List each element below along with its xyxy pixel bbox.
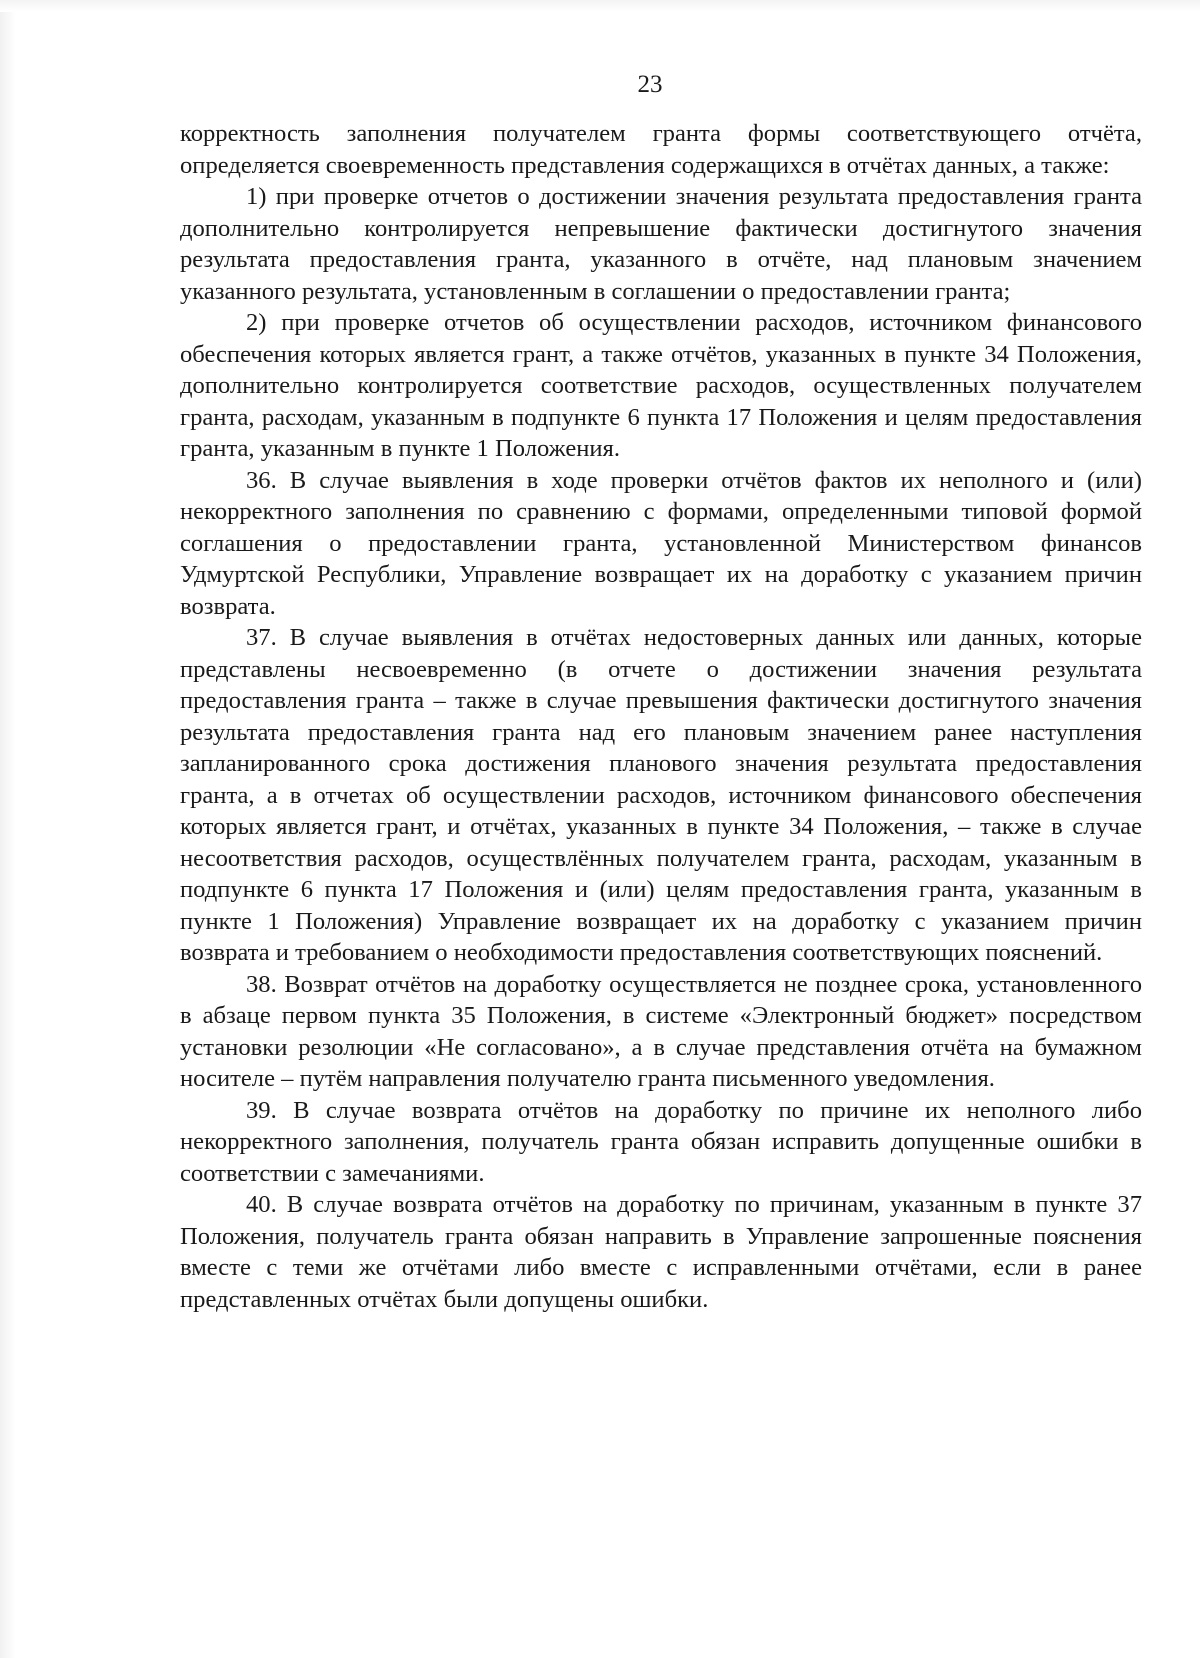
paragraph-subitem-2: 2) при проверке отчетов об осуществлении расходов, источником финансового обеспечения которых является грант, а также отчётов, указанных в пункте 34 Положения, дополнительно контролируется соответствие расходов, осуществленных получателем гранта, расходам, указанным в подпункте 6 пункта 17 Положения и целям предоставления гранта, указанным в пункте 1 Положения. — [180, 309, 1142, 462]
document-body — [180, 118, 1142, 1315]
paragraph-40: 40. В случае возврата отчётов на доработку по причинам, указанным в пункте 37 Положения, получатель гранта обязан направить в Управление запрошенные пояснения вместе с теми же отчётами либо вместе с исправленными отчётами, если в ранее представленных отчётах были допущены ошибки. — [180, 1191, 1142, 1313]
paragraph-39: 39. В случае возврата отчётов на доработку по причине их неполного либо некорректного заполнения, получатель гранта обязан исправить допущенные ошибки в соответствии с замечаниями. — [180, 1096, 1142, 1187]
page-number: 23 — [637, 71, 663, 98]
paragraph-36: 36. В случае выявления в ходе проверки отчётов фактов их неполного и (или) некорректного заполнения по сравнению с формами, определенными типовой формой соглашения о предоставлении гранта, установленной Министерством финансов Удмуртской Республики, Управление возвращает их на доработку с указанием причин возврата. — [180, 466, 1142, 620]
paragraph-38: 38. Возврат отчётов на доработку осуществляется не позднее срока, установленного в абзаце первом пункта 35 Положения, в системе «Электронный бюджет» посредством установки резолюции «Не согласовано», а в случае представления отчёта на бумажном носителе – путём направления получателю гранта письменного уведомления. — [180, 970, 1142, 1092]
paragraph-37: 37. В случае выявления в отчётах недостоверных данных или данных, которые представлены несвоевременно (в отчете о достижении значения результата предоставления гранта – также в случае превышения фактически достигнутого значения результата предоставления гранта над его плановым значением ранее наступления запланированного срока достижения планового значения результата предоставления гранта, а в отчетах об осуществлении расходов, источником финансового обеспечения которых является грант, и отчётах, указанных в пункте 34 Положения, – также в случае несоответствия расходов, осуществлённых получателем гранта, расходам, указанным в подпункте 6 пункта 17 Положения и (или) целям предоставления гранта, указанным в пункте 1 Положения) Управление возвращает их на доработку с указанием причин возврата и требованием о необходимости предоставления соответствующих пояснений. — [180, 624, 1142, 966]
scan-edge-left — [0, 0, 16, 1658]
scan-edge-top — [0, 0, 1200, 12]
paragraph-continuation: корректность заполнения получателем гранта формы соответствующего отчёта, определяется своевременность представления содержащихся в отчётах данных, а также: — [180, 120, 1142, 179]
paragraph-subitem-1: 1) при проверке отчетов о достижении значения результата предоставления гранта дополнительно контролируется непревышение фактически достигнутого значения результата предоставления гранта, указанного в отчёте, над плановым значением указанного результата, установленным в соглашении о предоставлении гранта; — [180, 183, 1142, 305]
